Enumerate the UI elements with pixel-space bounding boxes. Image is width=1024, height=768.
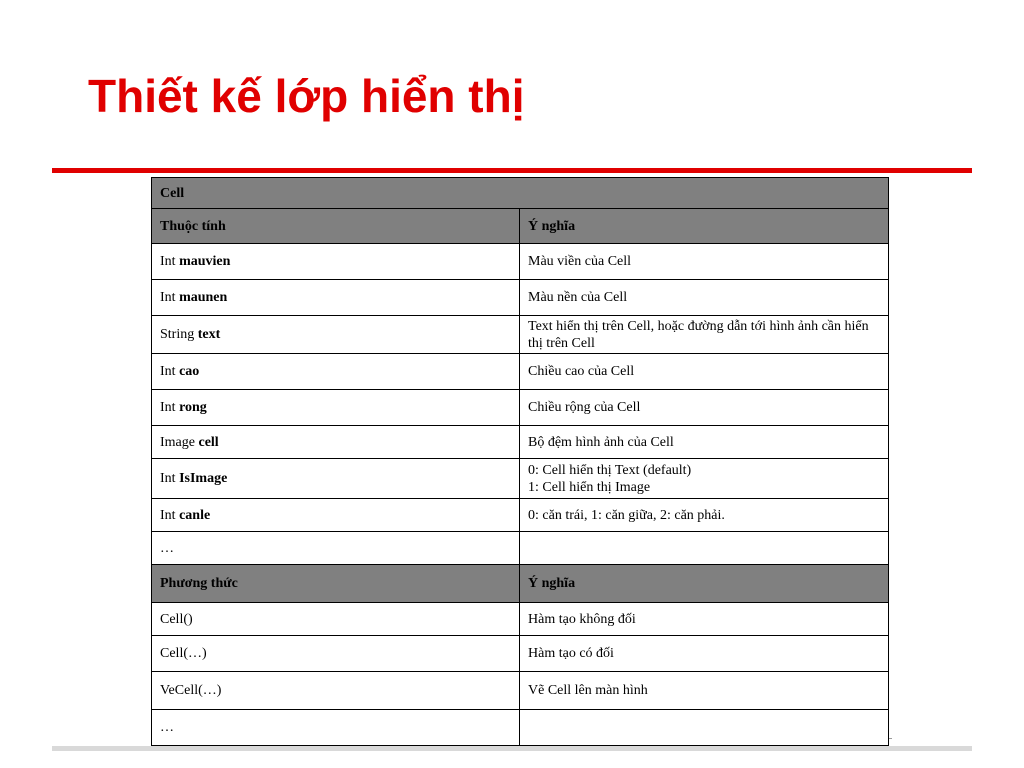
attribute-name: IsImage xyxy=(179,471,228,486)
attribute-meaning xyxy=(520,532,889,565)
methods-header-row xyxy=(152,565,889,603)
attributes-header-col2: Ý nghĩa xyxy=(520,209,889,244)
attribute-row xyxy=(152,280,889,316)
attribute-row xyxy=(152,244,889,280)
title-divider xyxy=(52,168,972,173)
method-row xyxy=(152,672,889,710)
class-name-cell: Cell xyxy=(152,178,889,209)
method-row xyxy=(152,603,889,636)
attribute-meaning: Bộ đệm hình ảnh của Cell xyxy=(520,426,889,459)
attribute-row xyxy=(152,354,889,390)
attribute-meaning: Chiều cao của Cell xyxy=(520,354,889,390)
attribute-row xyxy=(152,499,889,532)
attribute-meaning-line: 0: Cell hiển thị Text (default) xyxy=(528,462,692,478)
class-name-row xyxy=(152,178,889,209)
attribute-ellipsis: … xyxy=(152,532,520,565)
method-meaning: Hàm tạo có đối xyxy=(520,636,889,672)
method-name: VeCell(…) xyxy=(152,672,520,710)
attribute-declaration xyxy=(152,280,520,316)
attribute-name: cao xyxy=(179,364,200,379)
footer-divider xyxy=(52,746,972,751)
attributes-header-row xyxy=(152,209,889,244)
attribute-name: rong xyxy=(179,400,207,415)
attribute-meaning: Màu viền của Cell xyxy=(520,244,889,280)
method-row xyxy=(152,636,889,672)
decorative-tick xyxy=(889,738,892,739)
attribute-meaning: Màu nền của Cell xyxy=(520,280,889,316)
attribute-declaration xyxy=(152,390,520,426)
attribute-row xyxy=(152,459,889,499)
attribute-row xyxy=(152,316,889,354)
attribute-name: cell xyxy=(198,434,219,450)
attribute-meaning: Text hiển thị trên Cell, hoặc đường dẫn tới hình ảnh cần hiển thị trên Cell xyxy=(520,316,889,354)
attribute-name: text xyxy=(197,327,221,342)
attribute-type: Int xyxy=(160,471,176,486)
attribute-name: maunen xyxy=(179,290,228,305)
attribute-type: String xyxy=(160,327,195,342)
method-meaning: Vẽ Cell lên màn hình xyxy=(520,672,889,710)
method-name: Cell(…) xyxy=(152,636,520,672)
methods-header-col2: Ý nghĩa xyxy=(520,565,889,603)
attribute-name: canle xyxy=(179,507,211,523)
attribute-name: mauvien xyxy=(179,254,231,269)
attribute-declaration xyxy=(152,244,520,280)
method-name: … xyxy=(152,710,520,746)
method-name: Cell() xyxy=(152,603,520,636)
attribute-meaning xyxy=(520,459,889,499)
attribute-declaration xyxy=(152,316,520,354)
attribute-meaning: 0: căn trái, 1: căn giữa, 2: căn phải. xyxy=(520,499,889,532)
cell-class-table xyxy=(151,177,889,746)
attribute-declaration xyxy=(152,426,520,459)
methods-header-col1: Phương thức xyxy=(152,565,520,603)
attribute-declaration xyxy=(152,354,520,390)
attribute-type: Int xyxy=(160,290,176,305)
attribute-row xyxy=(152,390,889,426)
attribute-type: Int xyxy=(160,254,176,269)
attribute-type: Int xyxy=(160,400,176,415)
attribute-meaning: Chiều rộng của Cell xyxy=(520,390,889,426)
attribute-type: Int xyxy=(160,364,176,379)
slide-title: Thiết kế lớp hiển thị xyxy=(88,70,525,122)
attribute-meaning-line: 1: Cell hiển thị Image xyxy=(528,479,651,495)
method-meaning xyxy=(520,710,889,746)
method-meaning: Hàm tạo không đối xyxy=(520,603,889,636)
attribute-type: Int xyxy=(160,507,176,523)
attribute-row-ellipsis xyxy=(152,532,889,565)
attribute-type: Image xyxy=(160,434,195,450)
attribute-declaration xyxy=(152,499,520,532)
attributes-header-col1: Thuộc tính xyxy=(152,209,520,244)
attribute-row xyxy=(152,426,889,459)
method-row-ellipsis xyxy=(152,710,889,746)
attribute-declaration xyxy=(152,459,520,499)
